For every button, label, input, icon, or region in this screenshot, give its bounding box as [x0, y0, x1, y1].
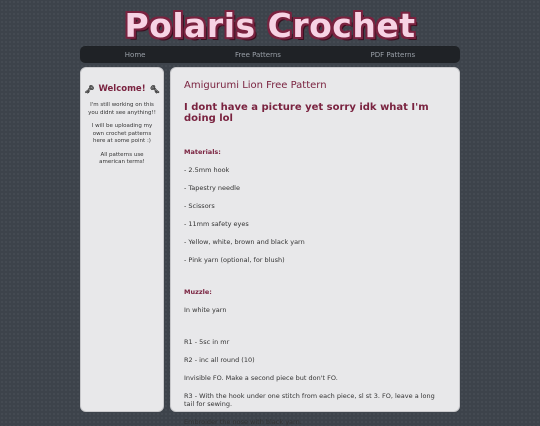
key-icon: 🗝	[149, 84, 160, 94]
material-item: - Scissors	[184, 202, 215, 210]
pattern-step: R3 - With the hook under one stitch from each piece, sl st 3. FO, leave a long tail for sewing.	[184, 392, 435, 408]
materials-heading: Materials:	[184, 148, 221, 156]
nav-home-link[interactable]: Home	[124, 50, 146, 59]
material-item: - 11mm safety eyes	[184, 220, 249, 228]
page-title: Amigurumi Lion Free Pattern	[184, 80, 327, 91]
material-item: - Yellow, white, brown and black yarn	[184, 238, 305, 246]
sidebar	[80, 67, 164, 412]
muzzle-heading: Muzzle:	[184, 288, 212, 296]
welcome-text: Welcome!	[98, 84, 146, 94]
main-content	[170, 67, 460, 426]
nav-free-patterns-link[interactable]: Free Patterns	[235, 50, 281, 59]
site-title: Polaris Crochet	[124, 6, 416, 45]
pattern-step: Embroider the nose with black yarn.	[184, 418, 302, 426]
sidebar-note: I will be uploading my own crochet patterns here at some point :)	[91, 123, 153, 144]
sidebar-note: I'm still working on this you didnt see anything!!	[88, 102, 156, 116]
page-subtitle: I dont have a picture yet sorry idk what I'm doing lol	[184, 102, 429, 124]
pattern-step: R1 - 5sc in mr	[184, 338, 230, 346]
sidebar-note: All patterns use american terms!	[99, 151, 145, 165]
material-item: - Tapestry needle	[184, 184, 240, 192]
pattern-step: Invisible FO. Make a second piece but don't FO.	[184, 374, 338, 382]
pattern-step: R2 - inc all round (10)	[184, 356, 255, 364]
material-item: - 2.5mm hook	[184, 166, 230, 174]
material-item: - Pink yarn (optional, for blush)	[184, 256, 285, 264]
muzzle-intro: In white yarn	[184, 306, 227, 314]
nav-pdf-patterns-link[interactable]: PDF Patterns	[370, 50, 416, 59]
welcome-heading	[84, 84, 160, 94]
nav-bar	[80, 46, 460, 63]
key-icon: 🗝	[84, 84, 95, 94]
